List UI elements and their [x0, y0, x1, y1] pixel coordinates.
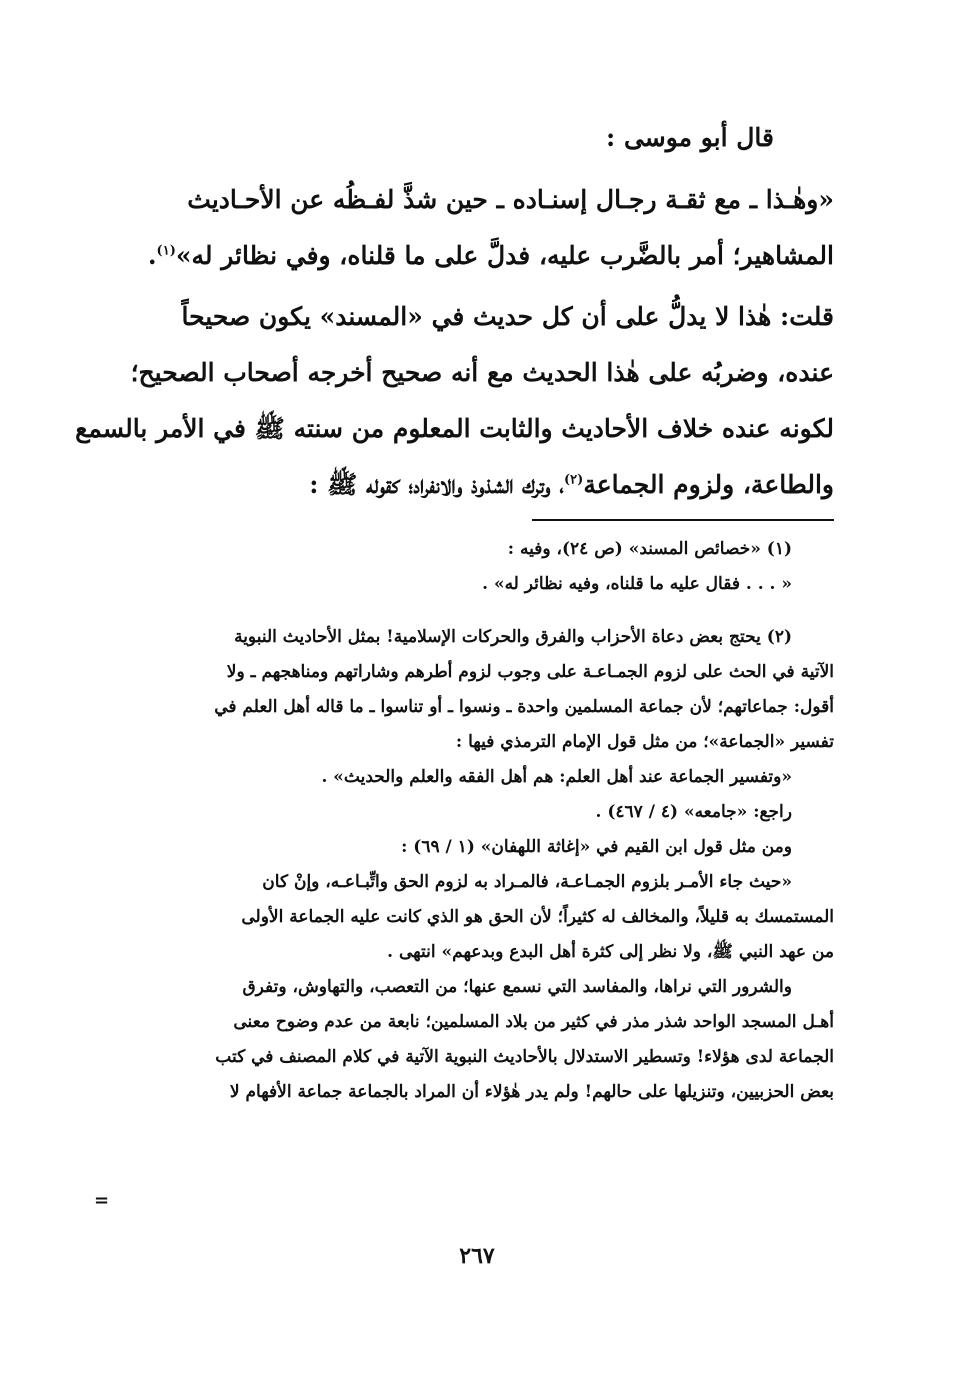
closing-line-3: الجماعة لدى هؤلاء! وتسطير الاستدلال بالأحاديث النبوية الآتية في كلام المصنف في كتب [215, 1047, 834, 1067]
footnote-2-line-1: (٢) يحتج بعض دعاة الأحزاب والفرق والحركات الإسلامية! بمثل الأحاديث النبوية [234, 627, 792, 647]
ibn-qayyim-intro: ومن مثل قول ابن القيم في «إغاثة اللهفان» (١ / ٦٩) : [401, 837, 792, 857]
footnote-ref-2[interactable]: (٢) [564, 472, 584, 488]
quote-line-2-text: المشاهير؛ أمر بالضَّرب عليه، فدلَّ على ما قلناه، وفي نظائر له» [175, 241, 834, 270]
quote-line-2 [120, 228, 834, 284]
continuation-mark: = [94, 1190, 110, 1211]
footnote-2-line-2: الآتية في الحث على لزوم الجمـاعـة على وجوب لزوم أطرهم وشاراتهم ومناهجهم ـ ولا [226, 662, 834, 682]
quote-end-punct: . [147, 241, 157, 270]
closing-line-2: أهـل المسجد الواحد شذر مذر في كثير من بلاد المسلمين؛ نابعة من عدم وضوح معنى [233, 1012, 834, 1032]
comment-line-4 [120, 457, 834, 513]
footnote-1 [120, 532, 834, 602]
section-heading: قال أبو موسى : [606, 123, 774, 152]
page-number: ٢٦٧ [459, 1243, 495, 1269]
footnote-1-line-2: « . . . فقال عليه ما قلناه، وفيه نظائر له» . [482, 574, 792, 594]
comment-paragraph [75, 289, 834, 513]
closing-line-4: بعض الحزبيين، وتنزيلها على حالهم! ولم يدر هٰؤلاء أن المراد بالجماعة جماعة الأفهام لا [229, 1082, 834, 1102]
comment-line-3: لكونه عنده خلاف الأحاديث والثابت المعلوم من سنته ﷺ في الأمر بالسمع [75, 414, 834, 443]
ibn-qayyim-line-1: «حيث جاء الأمـر بلزوم الجمـاعـة، فالمـراد به لزوم الحق واتِّبـاعـه، وإنْ كان [262, 872, 792, 892]
comment-line-2: عنده، وضربُه على هٰذا الحديث مع أنه صحيح أخرجه أصحاب الصحيح؛ [130, 358, 834, 387]
comment-line-4-b: ، وترك الشذوذ والانفراد؛ كقوله ﷺ : [309, 470, 565, 499]
quote-paragraph [120, 172, 834, 284]
comment-line-1: قلت: هٰذا لا يدلُّ على أن كل حديث في «المسند» يكون صحيحاً [181, 302, 834, 331]
footnote-ref-1[interactable]: (١) [156, 243, 176, 259]
ibn-qayyim-line-2: المستمسك به قليلاً، والمخالف له كثيراً؛ لأن الحق هو الذي كانت عليه الجماعة الأولى [241, 907, 834, 927]
footnote-2-line-4: تفسير «الجماعة»؛ من مثل قول الإمام الترمذي فيها : [455, 732, 834, 752]
footnote-separator [532, 519, 834, 521]
closing-line-1: والشرور التي نراها، والمفاسد التي نسمع عنها؛ من التعصب، والتهاوش، وتفرق [242, 977, 792, 997]
footnote-1-line-1: (١) «خصائص المسند» (ص ٢٤)، وفيه : [507, 539, 792, 559]
ibn-qayyim-line-3: من عهد النبي ﷺ، ولا نظر إلى كثرة أهل البدع وبدعهم» انتهى . [387, 942, 834, 962]
footnote-2 [120, 620, 834, 1110]
tirmidhi-quote: «وتفسير الجماعة عند أهل العلم: هم أهل الفقه والعلم والحديث» . [321, 767, 792, 787]
comment-line-4-a: والطاعة، ولزوم الجماعة [583, 470, 834, 499]
footnote-2-line-3: أقول: جماعاتهم؛ لأن جماعة المسلمين واحدة ـ ونسوا ـ أو تناسوا ـ ما قاله أهل العلم في [214, 697, 834, 717]
tirmidhi-reference: راجع: «جامعه» (٤ / ٤٦٧) . [595, 802, 792, 822]
quote-line-1: «وهٰـذا ـ مع ثقـة رجـال إسنـاده ـ حين شذَّ لفـظُه عن الأحـاديث [187, 185, 834, 214]
